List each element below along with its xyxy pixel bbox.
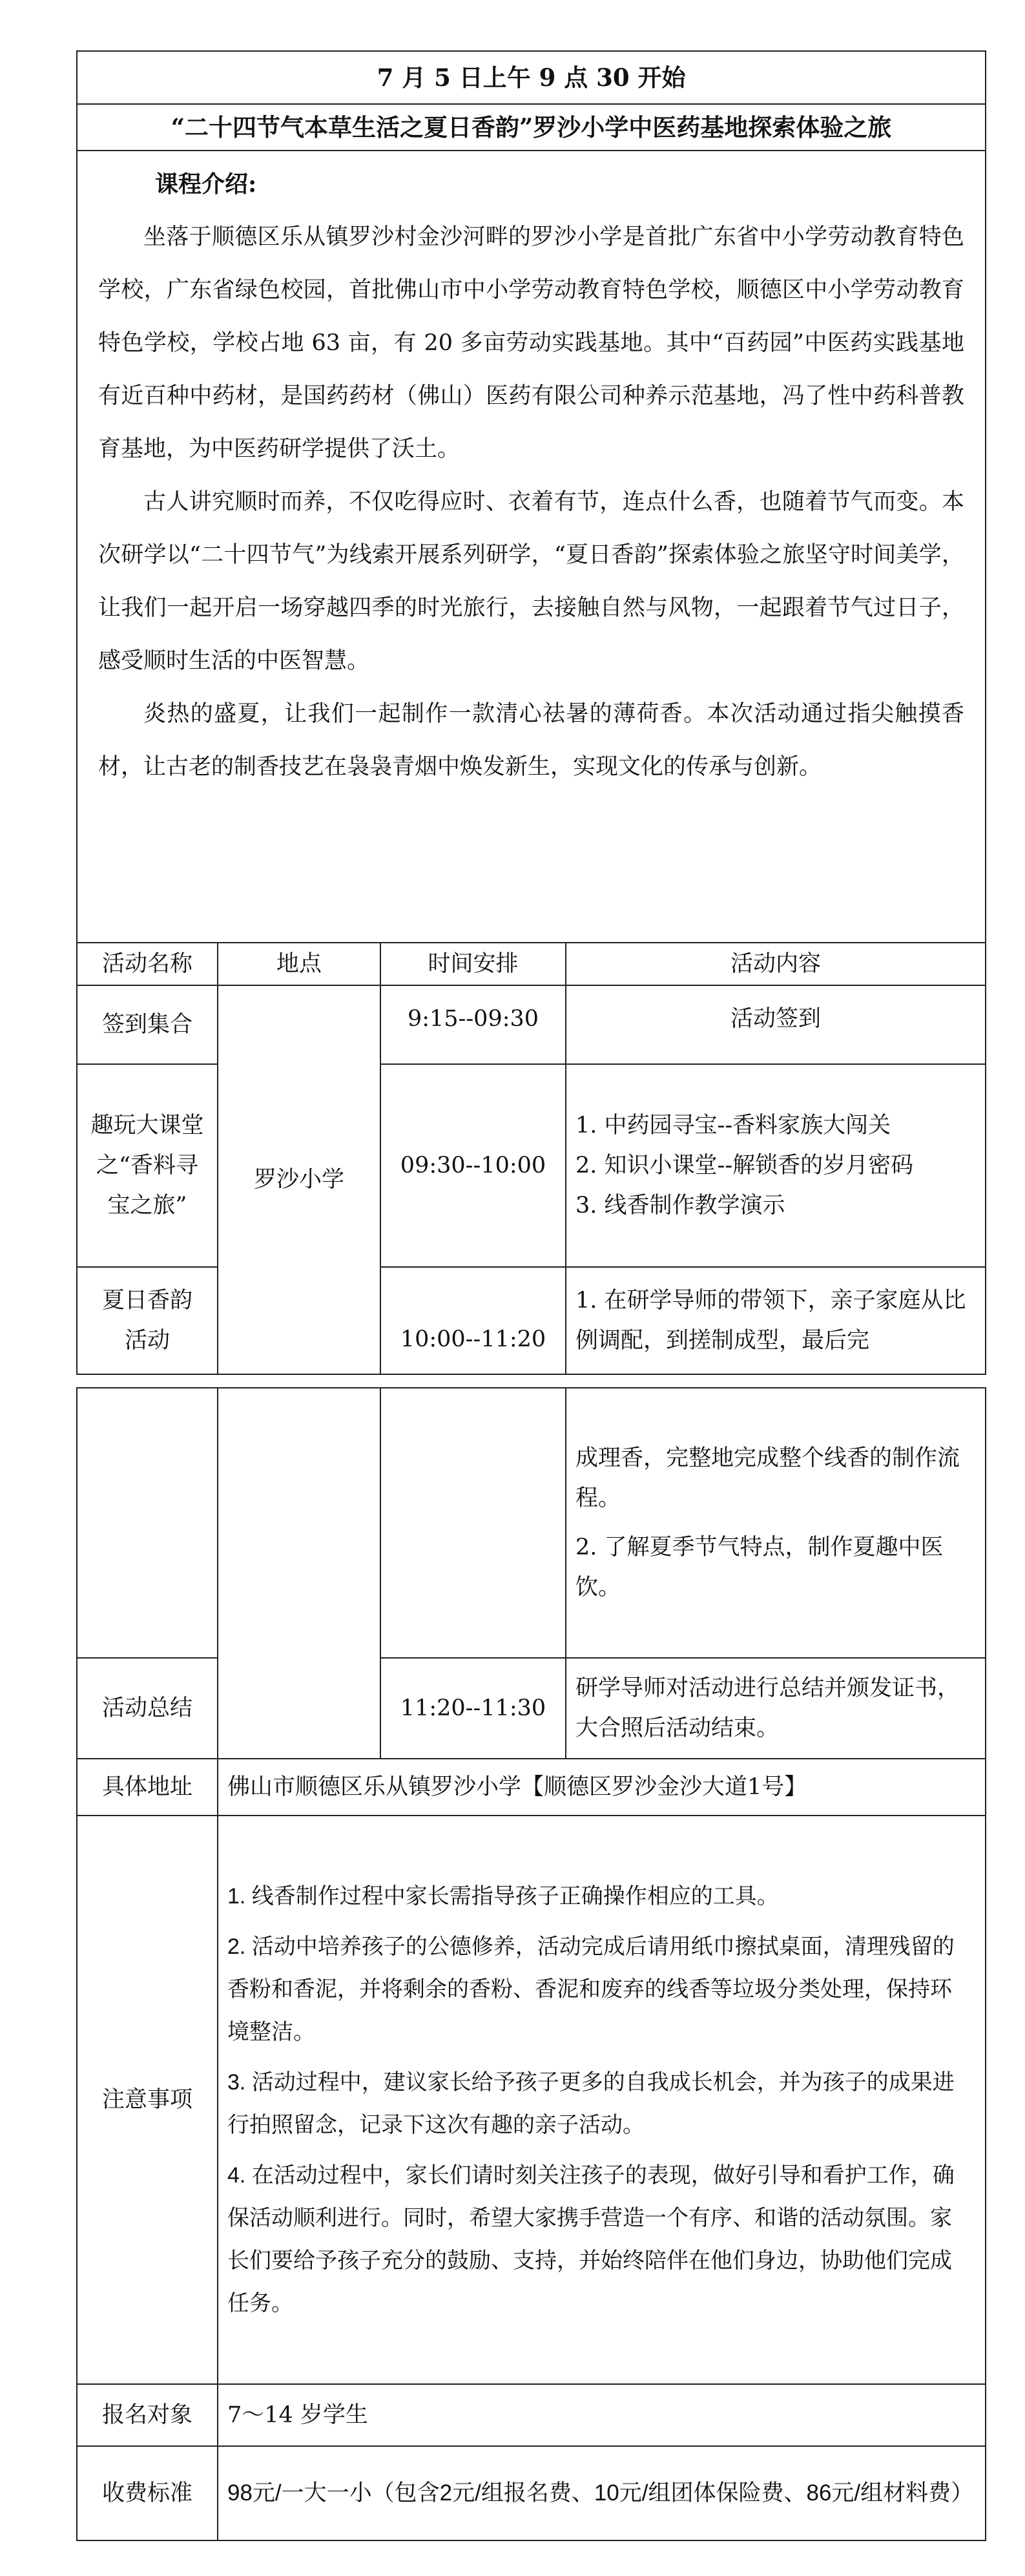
target-label: 报名对象 [77, 2384, 218, 2446]
notice-label: 注意事项 [77, 1816, 218, 2384]
row-summer-content-part2 [566, 1388, 986, 1658]
row-checkin-time: 9:15--09:30 [380, 985, 566, 1064]
schedule-table-part2 [76, 1387, 986, 2541]
fee-label: 收费标准 [77, 2446, 218, 2540]
intro-paragraph-2: 古人讲究顺时而养，不仅吃得应时、衣着有节，连点什么香，也随着节气而变。本次研学以“二十四节气”为线索开展系列研学，“夏日香韵”探索体验之旅坚守时间美学，让我们一起开启一场穿越四季的时光旅行，去接触自然与风物，一起跟着节气过日子，感受顺时生活的中医智慧。 [98, 489, 965, 674]
treasure-item-1: 1. 中药园寻宝--香料家族大闯关 [575, 1113, 891, 1138]
notice-item-4: 4. 在活动过程中，家长们请时刻关注孩子的表现，做好引导和看护工作，确保活动顺利进行。同时，希望大家携手营造一个有序、和谐的活动氛围。家长们要给予孩子充分的鼓励、支持，并始终陪伴在他们身边，协助他们完成任务。 [227, 2163, 955, 2316]
empty-location-cell [218, 1388, 380, 1759]
empty-time-cell [380, 1388, 566, 1658]
row-summer-content-part1 [566, 1267, 986, 1374]
location-cell: 罗沙小学 [218, 985, 380, 1374]
treasure-item-3: 3. 线香制作教学演示 [575, 1193, 785, 1219]
course-intro-heading: 课程介绍: [155, 171, 257, 198]
target-value: 7～14 岁学生 [218, 2384, 986, 2446]
schedule-table-part1 [76, 50, 986, 1375]
summer-item-1-start: 1. 在研学导师的带领下，亲子家庭从比例调配，到搓制成型，最后完 [575, 1288, 966, 1354]
header-date: 7 月 5 日上午 9 点 30 开始 [77, 51, 986, 104]
row-summer-name: 夏日香韵活动 [77, 1267, 218, 1374]
row-treasure-content [566, 1064, 986, 1267]
row-summary-name: 活动总结 [77, 1658, 218, 1759]
row-treasure-name: 趣玩大课堂之“香料寻宝之旅” [77, 1064, 218, 1267]
address-value: 佛山市顺德区乐从镇罗沙小学【顺德区罗沙金沙大道1号】 [218, 1759, 986, 1816]
address-label: 具体地址 [77, 1759, 218, 1816]
col-header-name: 活动名称 [77, 943, 218, 985]
empty-name-cell [77, 1388, 218, 1658]
col-header-location: 地点 [218, 943, 380, 985]
summer-item-2: 2. 了解夏季节气特点，制作夏趣中医饮。 [575, 1534, 944, 1600]
notice-item-2: 2. 活动中培养孩子的公德修养，活动完成后请用纸巾擦拭桌面，清理残留的香粉和香泥，并将剩余的香粉、香泥和废弃的线香等垃圾分类处理，保持环境整洁。 [227, 1934, 955, 2044]
intro-paragraph-1: 坐落于顺德区乐从镇罗沙村金沙河畔的罗沙小学是首批广东省中小学劳动教育特色学校，广东省绿色校园，首批佛山市中小学劳动教育特色学校，顺德区中小学劳动教育特色学校，学校占地 63 亩，有 20 多亩劳动实践基地。其中“百药园”中医药实践基地有近百种中药材，是国药药材（佛山）医药有限公司种养示范基地，冯了性中药科普教育基地，为中医药研学提供了沃土。 [98, 224, 965, 462]
col-header-time: 时间安排 [380, 943, 566, 985]
course-intro [77, 151, 986, 943]
treasure-item-2: 2. 知识小课堂--解锁香的岁月密码 [575, 1153, 914, 1178]
intro-paragraph-3: 炎热的盛夏，让我们一起制作一款清心祛暑的薄荷香。本次活动通过指尖触摸香材，让古老的制香技艺在袅袅青烟中焕发新生，实现文化的传承与创新。 [98, 701, 965, 780]
row-summary-content: 研学导师对活动进行总结并颁发证书，大合照后活动结束。 [566, 1658, 986, 1759]
header-title: “二十四节气本草生活之夏日香韵”罗沙小学中医药基地探索体验之旅 [77, 104, 986, 151]
row-summer-time: 10:00--11:20 [380, 1267, 566, 1374]
col-header-content: 活动内容 [566, 943, 986, 985]
fee-value: 98元/一大一小（包含2元/组报名费、10元/组团体保险费、86元/组材料费） [218, 2446, 986, 2540]
summer-item-1-end: 成理香，完整地完成整个线香的制作流程。 [575, 1445, 960, 1511]
notice-item-3: 3. 活动过程中，建议家长给予孩子更多的自我成长机会，并为孩子的成果进行拍照留念，记录下这次有趣的亲子活动。 [227, 2070, 955, 2137]
notice-content [218, 1816, 986, 2384]
row-checkin-content: 活动签到 [566, 985, 986, 1064]
notice-item-1: 1. 线香制作过程中家长需指导孩子正确操作相应的工具。 [227, 1884, 779, 1909]
row-summary-time: 11:20--11:30 [380, 1658, 566, 1759]
row-treasure-time: 09:30--10:00 [380, 1064, 566, 1267]
row-checkin-name: 签到集合 [77, 985, 218, 1064]
